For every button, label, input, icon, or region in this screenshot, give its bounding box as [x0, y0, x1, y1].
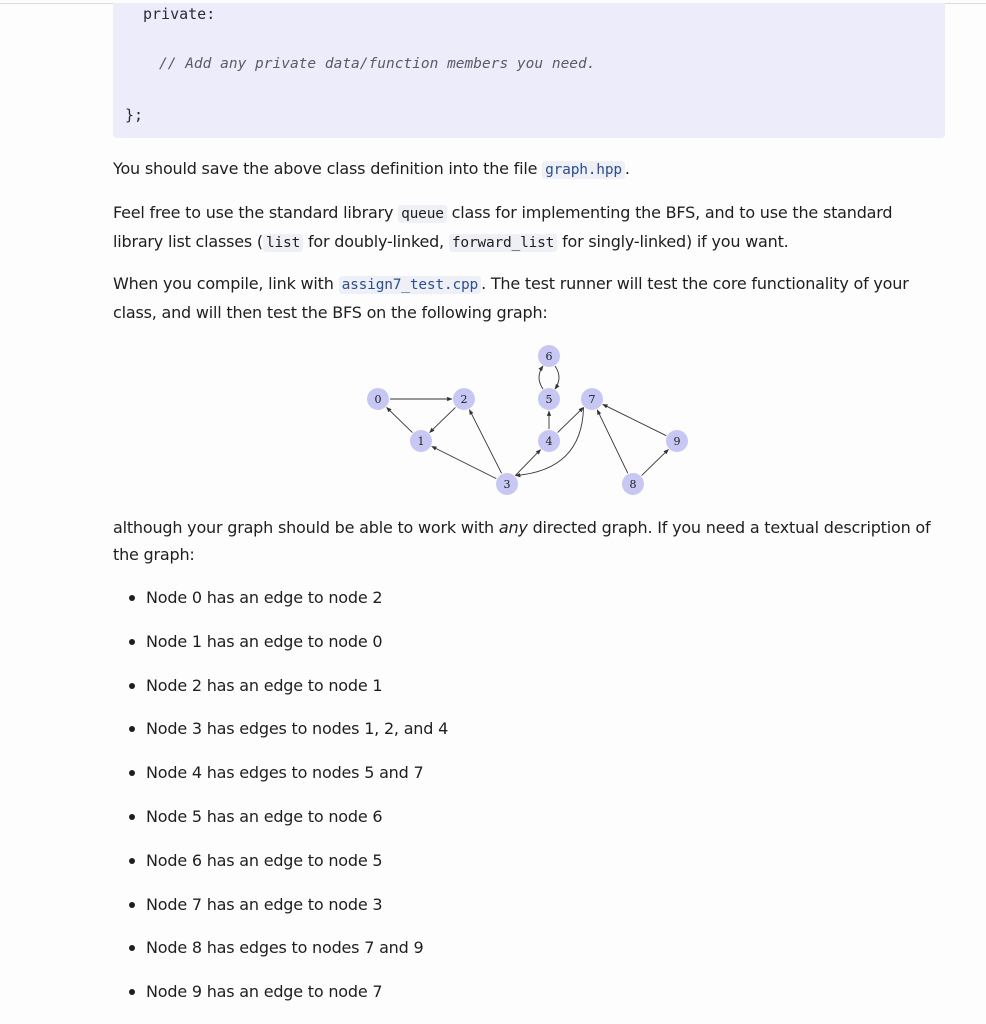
- list-item: [113, 932, 448, 976]
- list-item-text: Node 4 has edges to nodes 5 and 7: [146, 763, 424, 783]
- graph-node-3: [496, 473, 518, 495]
- graph-node-5: [538, 388, 560, 410]
- bullet-icon: [129, 683, 135, 689]
- list-item-text: Node 3 has edges to nodes 1, 2, and 4: [146, 719, 449, 739]
- graph-edge-9-to-7: [603, 404, 666, 435]
- para4-text-2: directed graph. If you need a textual description of the graph:: [113, 518, 931, 564]
- graph-node-4: [538, 430, 560, 452]
- para4-text-1: although your graph should be able to work with: [113, 518, 499, 537]
- para3-text-1: When you compile, link with: [113, 274, 339, 293]
- graph-edges: [387, 366, 669, 479]
- code-line-comment: // Add any private data/function members you need.: [159, 56, 596, 72]
- bullet-icon: [129, 814, 135, 820]
- graph-edge-3-to-2: [469, 410, 501, 474]
- code-list: list: [263, 234, 303, 252]
- list-item-text: Node 9 has an edge to node 7: [146, 982, 383, 1002]
- bullet-icon: [129, 595, 135, 601]
- code-line-private: private:: [143, 5, 216, 23]
- para2-text-1: Feel free to use the standard library: [113, 203, 399, 222]
- list-item: [113, 626, 448, 670]
- para1-period: .: [624, 159, 630, 178]
- code-block: [113, 3, 945, 138]
- list-item: [113, 757, 448, 801]
- graph-edge-3-to-1: [432, 446, 497, 478]
- bullet-icon: [129, 770, 135, 776]
- graph-node-label: 5: [545, 393, 553, 406]
- list-item: [113, 582, 448, 626]
- graph-node-label: 6: [545, 350, 553, 363]
- graph-edge-1-to-0: [387, 407, 413, 432]
- graph-node-1: [410, 430, 432, 452]
- code-graph-hpp: graph.hpp: [542, 161, 625, 179]
- para2-text-3: for doubly-linked,: [303, 232, 449, 251]
- list-item: [113, 713, 448, 757]
- list-item-text: Node 6 has an edge to node 5: [146, 850, 383, 870]
- list-item: [113, 845, 448, 889]
- paragraph-any-graph: [113, 514, 943, 568]
- list-item-text: Node 1 has an edge to node 0: [146, 631, 383, 651]
- graph-node-6: [538, 345, 560, 367]
- graph-node-label: 3: [503, 478, 511, 491]
- graph-diagram: [360, 335, 700, 500]
- para2-text-4: for singly-linked) if you want.: [557, 232, 789, 251]
- bullet-icon: [129, 726, 135, 732]
- graph-edge-5-to-6: [539, 366, 543, 389]
- list-item: [113, 976, 448, 1020]
- para4-emphasis: any: [498, 518, 528, 537]
- graph-nodes: [367, 345, 688, 495]
- list-item: [113, 801, 448, 845]
- bullet-icon: [129, 945, 135, 951]
- graph-node-label: 0: [374, 393, 382, 406]
- list-item: [113, 670, 448, 714]
- list-item: [113, 889, 448, 933]
- bullet-icon: [129, 989, 135, 995]
- paragraph-compile: [113, 270, 943, 326]
- bullet-icon: [129, 858, 135, 864]
- graph-edge-8-to-9: [642, 449, 669, 475]
- graph-node-9: [666, 430, 688, 452]
- bullet-icon: [129, 639, 135, 645]
- code-forward-list: forward_list: [449, 234, 557, 252]
- graph-edge-6-to-5: [555, 366, 559, 389]
- para3-text-2: . The test runner will test the core functionality of your class, and will then test the BFS on the following graph:: [113, 274, 909, 322]
- list-item-text: Node 7 has an edge to node 3: [146, 894, 383, 914]
- graph-node-label: 2: [460, 393, 468, 406]
- graph-node-label: 9: [673, 435, 681, 448]
- graph-node-0: [367, 388, 389, 410]
- graph-node-2: [453, 388, 475, 410]
- code-line-close: };: [125, 106, 144, 124]
- list-item-text: Node 2 has an edge to node 1: [146, 675, 383, 695]
- code-assign7-test: assign7_test.cpp: [339, 276, 481, 294]
- graph-edge-8-to-7: [597, 410, 628, 473]
- list-item-text: Node 8 has edges to nodes 7 and 9: [146, 938, 424, 958]
- graph-node-8: [622, 473, 644, 495]
- paragraph-std-library: [113, 199, 943, 257]
- graph-node-label: 1: [417, 435, 425, 448]
- graph-node-label: 4: [545, 435, 553, 448]
- para2-text-2: class for implementing the BFS, and to use the standard library list classes (: [113, 203, 893, 251]
- para1-text: You should save the above class definition into the file: [113, 159, 543, 178]
- graph-edge-2-to-1: [430, 407, 456, 432]
- graph-node-label: 8: [629, 478, 637, 491]
- paragraph-save-file: [113, 155, 943, 184]
- graph-edge-4-to-7: [558, 407, 584, 432]
- graph-node-label: 7: [588, 393, 596, 406]
- list-item-text: Node 0 has an edge to node 2: [146, 588, 383, 607]
- code-queue: queue: [398, 205, 447, 223]
- graph-node-7: [581, 388, 603, 410]
- edge-description-list: [113, 582, 448, 1020]
- list-item-text: Node 5 has an edge to node 6: [146, 806, 383, 826]
- bullet-icon: [129, 902, 135, 908]
